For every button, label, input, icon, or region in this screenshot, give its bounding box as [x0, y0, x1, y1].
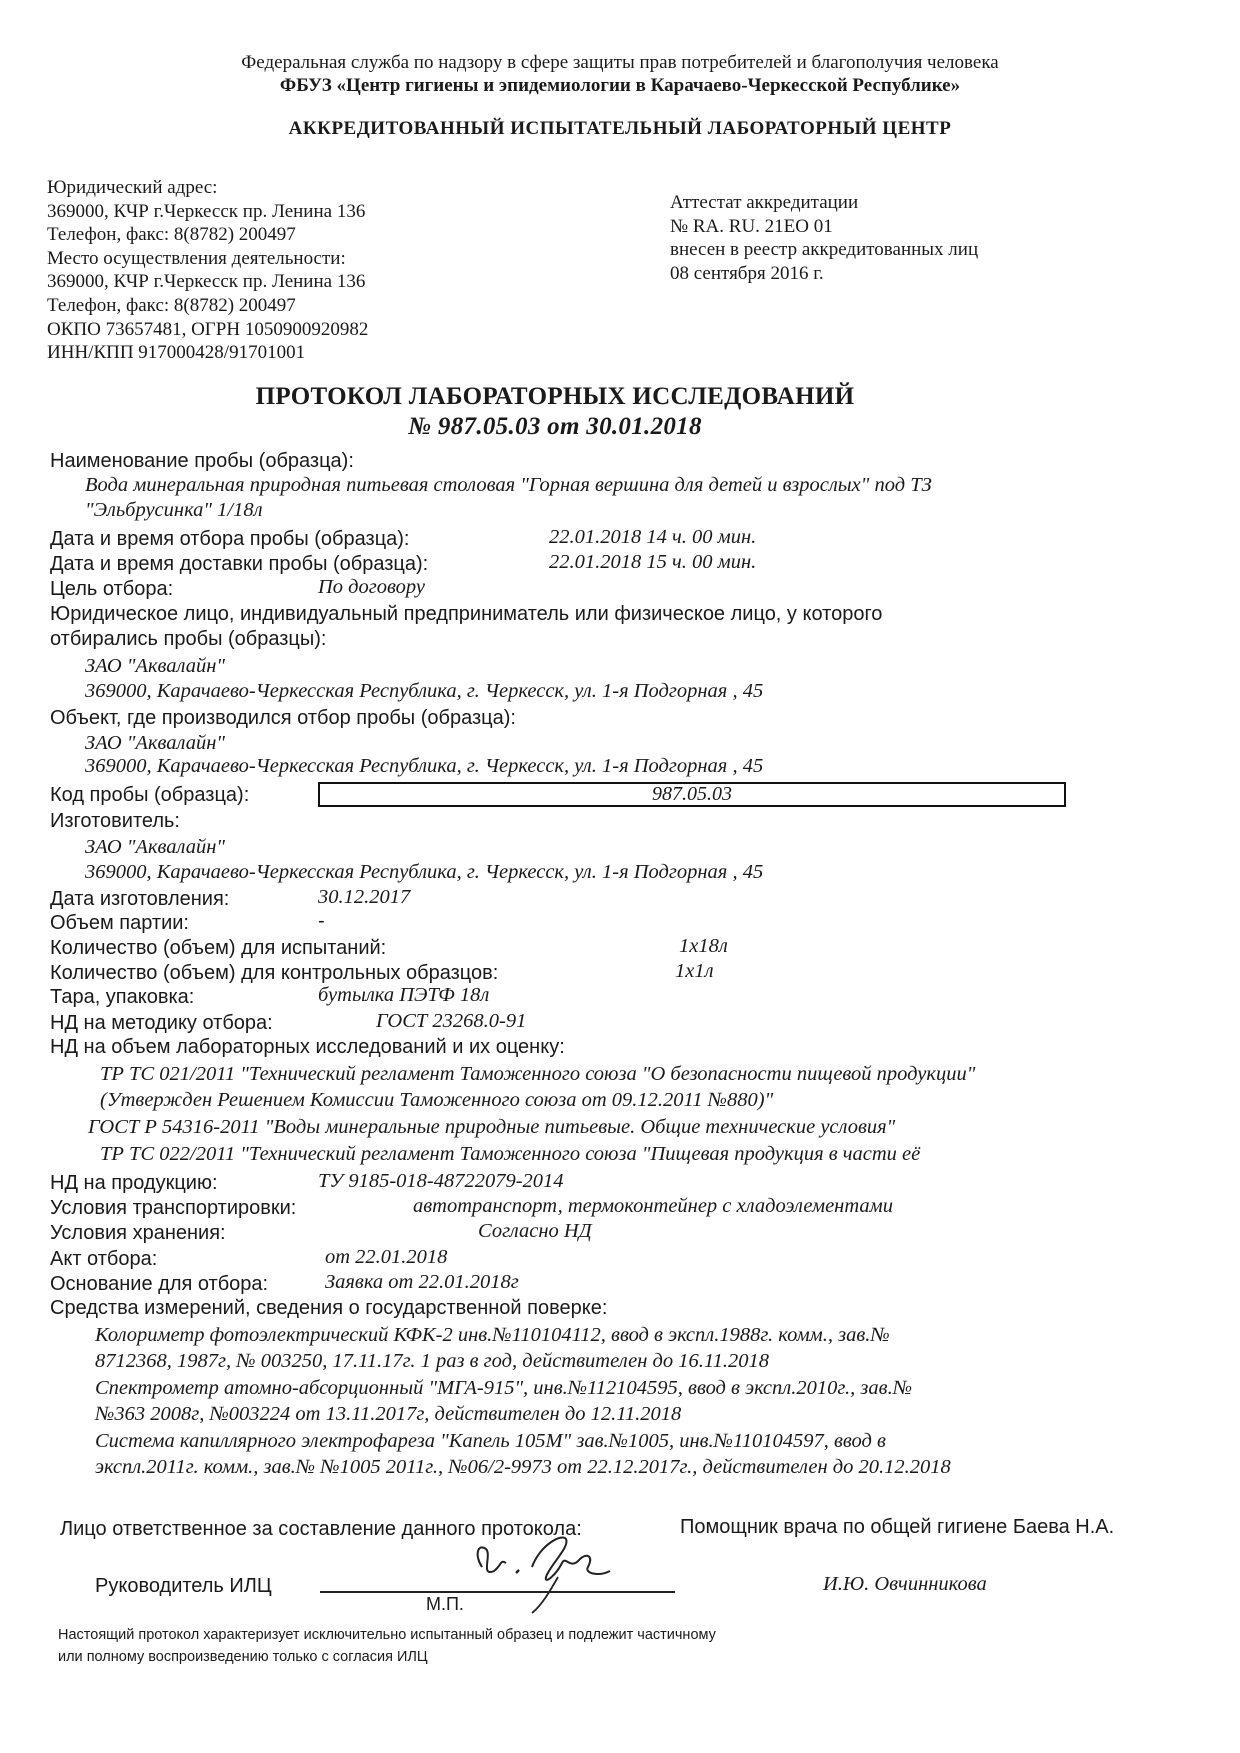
- accreditation-line: 08 сентября 2016 г.: [670, 262, 824, 284]
- manufacturer-address: 369000, Карачаево-Черкесская Республика, г. Черкесск, ул. 1-я Подгорная , 45: [85, 861, 764, 883]
- address-line: 369000, КЧР г.Черкесск пр. Ленина 136: [47, 271, 366, 293]
- accreditation-block: [670, 191, 978, 285]
- transport-label: Условия транспортировки:: [50, 1197, 297, 1219]
- entity-label: отбирались пробы (образцы):: [50, 628, 327, 650]
- footer-line: Настоящий протокол характеризует исключительно испытанный образец и подлежит частичному: [58, 1627, 716, 1643]
- instrument-line: №363 2008г, №003224 от 13.11.2017г, действителен до 12.11.2018: [95, 1403, 682, 1425]
- address-line: Юридический адрес:: [47, 177, 218, 198]
- address-line: Телефон, факс: 8(8782) 200497: [47, 224, 296, 246]
- sample-name-line: Вода минеральная природная питьевая столовая "Горная вершина для детей и взрослых" под ТЗ: [85, 474, 932, 496]
- delivery-time-label: Дата и время доставки пробы (образца):: [50, 553, 429, 575]
- basis-label: Основание для отбора:: [50, 1273, 269, 1295]
- instrument-line: 8712368, 1987г, № 003250, 17.11.17г. 1 раз в год, действителен до 16.11.2018: [95, 1350, 770, 1372]
- footer-note: [58, 1624, 716, 1668]
- package-value: бутылка ПЭТФ 18л: [318, 984, 490, 1006]
- control-qty: 1х1л: [675, 960, 714, 982]
- test-qty: 1х18л: [679, 935, 728, 957]
- responsible-person: Помощник врача по общей гигиене Баева Н.А.: [680, 1516, 1115, 1538]
- mfg-date: 30.12.2017: [318, 886, 411, 908]
- act-label: Акт отбора:: [50, 1248, 158, 1270]
- organization-name: ФБУЗ «Центр гигиены и эпидемиологии в Карачаево-Черкесской Республике»: [279, 75, 961, 96]
- address-line: ОКПО 73657481, ОГРН 1050900920982: [47, 318, 369, 340]
- object-address: 369000, Карачаево-Черкесская Республика, г. Черкесск, ул. 1-я Подгорная , 45: [85, 755, 764, 777]
- accreditation-line: № RA. RU. 21ЕО 01: [670, 215, 833, 237]
- sampling-time-label: Дата и время отбора пробы (образца):: [50, 528, 410, 550]
- sample-code: 987.05.03: [652, 783, 732, 805]
- instrument-line: экспл.2011г. комм., зав.№ №1005 2011г., №06/2-9973 от 22.12.2017г., действителен до 20.12.2018: [95, 1456, 951, 1478]
- address-block: [47, 176, 368, 365]
- instrument-line: Система капиллярного электрофареза "Капель 105М" зав.№1005, инв.№110104597, ввод в: [95, 1430, 886, 1452]
- sample-code-label: Код пробы (образца):: [50, 784, 250, 806]
- manufacturer-name: ЗАО "Аквалайн": [85, 836, 226, 858]
- scope-line: ТР ТС 022/2011 "Технический регламент Таможенного союза "Пищевая продукция в части её: [100, 1143, 921, 1165]
- scope-line: (Утвержден Решением Комиссии Таможенного союза от 09.12.2011 №880)": [100, 1089, 774, 1111]
- agency-name: Федеральная служба по надзору в сфере защиты прав потребителей и благополучия человека: [241, 52, 999, 73]
- act-value: от 22.01.2018: [325, 1246, 448, 1268]
- storage-value: Согласно НД: [478, 1220, 592, 1242]
- entity-name: ЗАО "Аквалайн": [85, 655, 226, 677]
- stamp-label: М.П.: [426, 1594, 464, 1614]
- storage-label: Условия хранения:: [50, 1222, 226, 1244]
- batch-label: Объем партии:: [50, 912, 189, 934]
- address-line: ИНН/КПП 917000428/91701001: [47, 342, 306, 364]
- instrument-line: Спектрометр атомно-абсорционный "МГА-915", инв.№112104595, ввод в экспл.2010г., зав.№: [95, 1377, 913, 1399]
- purpose-value: По договору: [318, 576, 426, 598]
- entity-address: 369000, Карачаево-Черкесская Республика, г. Черкесск, ул. 1-я Подгорная , 45: [85, 680, 764, 702]
- accreditation-line: внесен в реестр аккредитованных лиц: [670, 239, 979, 261]
- protocol-number: № 987.05.03 от 30.01.2018: [408, 413, 702, 440]
- accreditation-line: Аттестат аккредитации: [670, 192, 859, 213]
- scope-line: ТР ТС 021/2011 "Технический регламент Таможенного союза "О безопасности пищевой продукции": [100, 1063, 976, 1085]
- head-label: Руководитель ИЛЦ: [95, 1575, 272, 1597]
- sample-code-box: [318, 782, 1066, 807]
- protocol-title: ПРОТОКОЛ ЛАБОРАТОРНЫХ ИССЛЕДОВАНИЙ: [255, 383, 855, 410]
- delivery-time: 22.01.2018 15 ч. 00 мин.: [549, 551, 757, 573]
- sample-name-label: Наименование пробы (образца):: [50, 450, 354, 472]
- product-nd: ТУ 9185-018-48722079-2014: [318, 1170, 564, 1192]
- manufacturer-label: Изготовитель:: [50, 810, 180, 832]
- instruments-label: Средства измерений, сведения о государственной поверке:: [50, 1297, 608, 1319]
- scope-line: ГОСТ Р 54316-2011 "Воды минеральные природные питьевые. Общие технические условия": [88, 1116, 896, 1138]
- instrument-line: Колориметр фотоэлектрический КФК-2 инв.№110104112, ввод в экспл.1988г. комм., зав.№: [95, 1324, 890, 1346]
- center-name: АККРЕДИТОВАННЫЙ ИСПЫТАТЕЛЬНЫЙ ЛАБОРАТОРНЫЙ ЦЕНТР: [288, 118, 952, 139]
- scope-label: НД на объем лабораторных исследований и их оценку:: [50, 1036, 565, 1058]
- product-nd-label: НД на продукцию:: [50, 1172, 218, 1194]
- address-line: Место осуществления деятельности:: [47, 247, 346, 269]
- address-line: 369000, КЧР г.Черкесск пр. Ленина 136: [47, 200, 366, 222]
- basis-value: Заявка от 22.01.2018г: [325, 1271, 519, 1293]
- method-label: НД на методику отбора:: [50, 1012, 273, 1034]
- address-line: Телефон, факс: 8(8782) 200497: [47, 294, 296, 316]
- transport-value: автотранспорт, термоконтейнер с хладоэлементами: [413, 1195, 893, 1217]
- batch-value: -: [318, 910, 325, 932]
- sample-name-line: "Эльбрусинка" 1/18л: [85, 499, 263, 521]
- test-qty-label: Количество (объем) для испытаний:: [50, 937, 387, 959]
- package-label: Тара, упаковка:: [50, 986, 195, 1008]
- control-qty-label: Количество (объем) для контрольных образцов:: [50, 962, 499, 984]
- sampling-time: 22.01.2018 14 ч. 00 мин.: [549, 526, 757, 548]
- head-name: И.Ю. Овчинникова: [823, 1573, 987, 1595]
- purpose-label: Цель отбора:: [50, 578, 174, 600]
- entity-label: Юридическое лицо, индивидуальный предприниматель или физическое лицо, у которого: [50, 603, 883, 625]
- method-value: ГОСТ 23268.0-91: [376, 1010, 527, 1032]
- object-label: Объект, где производился отбор пробы (образца):: [50, 707, 516, 729]
- handwritten-signature: [470, 1515, 650, 1615]
- mfg-date-label: Дата изготовления:: [50, 888, 230, 910]
- footer-line: или полному воспроизведению только с согласия ИЛЦ: [58, 1649, 428, 1665]
- responsible-label: Лицо ответственное за составление данного протокола:: [60, 1518, 582, 1540]
- object-name: ЗАО "Аквалайн": [85, 732, 226, 754]
